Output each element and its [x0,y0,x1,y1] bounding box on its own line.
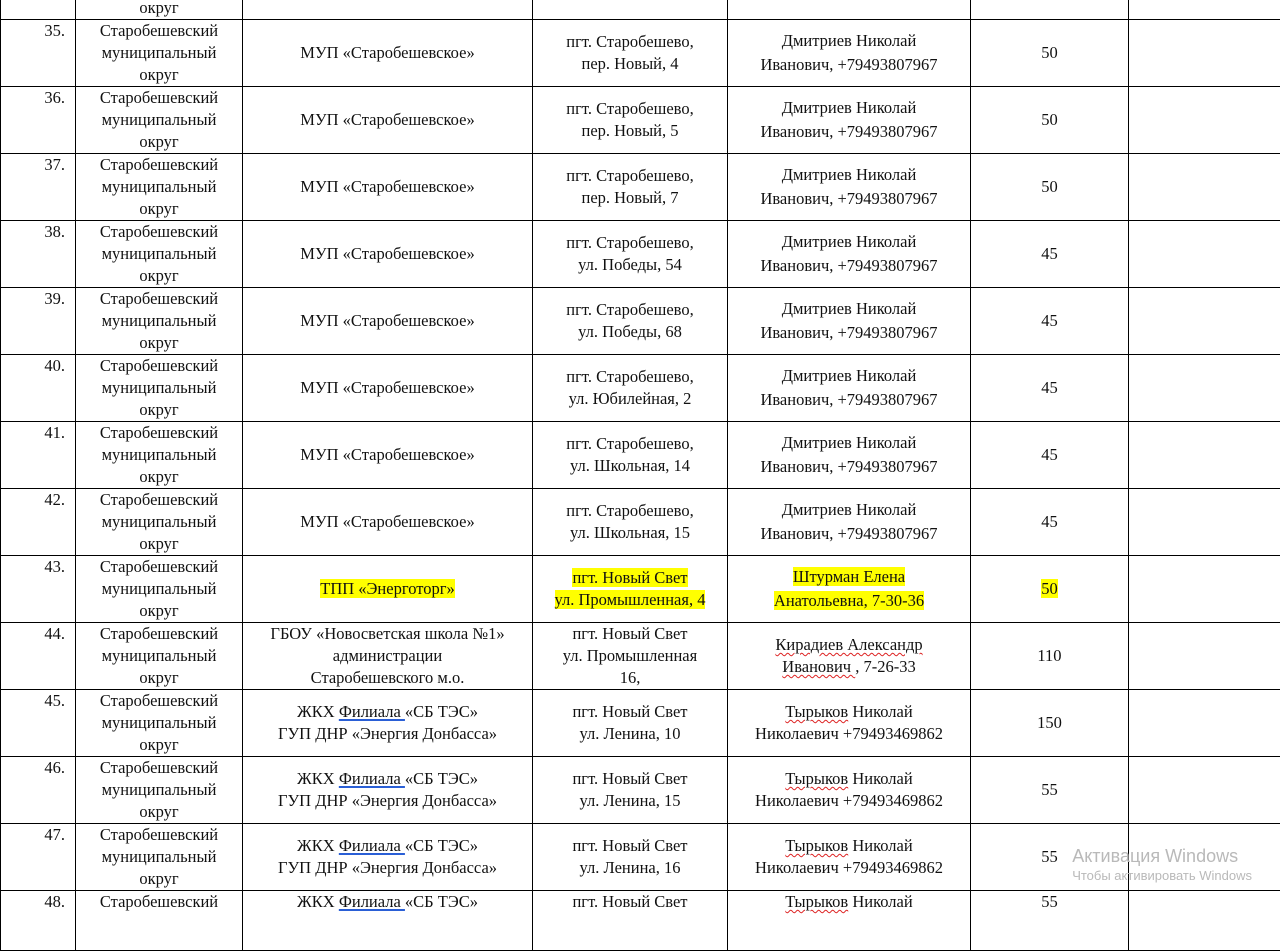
table-row [1,355,1280,422]
address-cell: пгт. Старобешево, ул. Школьная, 15 [533,489,728,556]
row-number: 35. [1,20,76,87]
contact-cell: Дмитриев Николай Иванович, +79493807967 [728,154,971,221]
capacity-cell: 45 [971,489,1129,556]
table-row [1,623,1280,690]
district-cell: Старобешевский муниципальный округ [76,288,243,355]
address-cell: пгт. Старобешево, пер. Новый, 4 [533,20,728,87]
district-cell: Старобешевский муниципальный округ [76,221,243,288]
row-number: 40. [1,355,76,422]
organization-cell: МУП «Старобешевское» [243,221,533,288]
note-cell [1129,556,1280,623]
note-cell [1129,623,1280,690]
contact-cell: Тырыков Николай Николаевич +79493469862 [728,690,971,757]
organization-cell: ЖКХ Филиала «СБ ТЭС» ГУП ДНР «Энергия Донбасса» [243,757,533,824]
table-row [1,690,1280,757]
district-cell: Старобешевский муниципальный округ [76,824,243,891]
capacity-cell: 110 [971,623,1129,690]
row-number: 45. [1,690,76,757]
watermark-title: Активация Windows [1072,845,1252,867]
address-cell: пгт. Новый Свет ул. Промышленная, 4 [533,556,728,623]
row-number: 42. [1,489,76,556]
table-row [1,87,1280,154]
capacity-cell: 45 [971,355,1129,422]
address-cell: пгт. Старобешево, пер. Новый, 7 [533,154,728,221]
contact-cell: Дмитриев Николай Иванович, +79493807967 [728,489,971,556]
table-row [1,489,1280,556]
note-cell [1129,154,1280,221]
district-cell: Старобешевский муниципальный округ [76,556,243,623]
district-cell: Старобешевский муниципальный округ [76,20,243,87]
organization-cell: МУП «Старобешевское» [243,422,533,489]
table-row [1,0,1280,20]
table-row [1,221,1280,288]
district-cell: Старобешевский муниципальный округ [76,690,243,757]
contact-cell: Тырыков Николай Николаевич +79493469862 [728,757,971,824]
row-number: 47. [1,824,76,891]
note-cell [1129,221,1280,288]
district-cell: Старобешевский муниципальный округ [76,489,243,556]
capacity-cell: 45 [971,221,1129,288]
address-cell: пгт. Старобешево, пер. Новый, 5 [533,87,728,154]
contact-cell: Дмитриев Николай Иванович, +79493807967 [728,20,971,87]
organization-cell: МУП «Старобешевское» [243,288,533,355]
organization-cell: МУП «Старобешевское» [243,489,533,556]
row-number: 38. [1,221,76,288]
address-cell: пгт. Новый Свет ул. Ленина, 16 [533,824,728,891]
district-cell: Старобешевский муниципальный округ [76,87,243,154]
row-number: 48. [1,891,76,951]
contact-cell: Тырыков Николай [728,891,971,951]
contact-cell: Штурман Елена Анатольевна, 7-30-36 [728,556,971,623]
district-cell: Старобешевский муниципальный округ [76,623,243,690]
capacity-cell: 150 [971,690,1129,757]
district-cell: Старобешевский муниципальный округ [76,355,243,422]
capacity-cell: 55 [971,824,1129,891]
address-cell: пгт. Старобешево, ул. Победы, 68 [533,288,728,355]
address-cell: пгт. Новый Свет ул. Ленина, 15 [533,757,728,824]
table-row [1,757,1280,824]
row-number: 36. [1,87,76,154]
organization-cell: ТПП «Энерготорг» [243,556,533,623]
capacity-cell: 55 [971,757,1129,824]
note-cell [1129,288,1280,355]
note-cell [1129,757,1280,824]
row-number: 43. [1,556,76,623]
contact-cell: Дмитриев Николай Иванович, +79493807967 [728,87,971,154]
organization-cell: ЖКХ Филиала «СБ ТЭС» ГУП ДНР «Энергия Донбасса» [243,690,533,757]
table-row [1,288,1280,355]
contact-cell: Дмитриев Николай Иванович, +79493807967 [728,422,971,489]
organization-cell: ЖКХ Филиала «СБ ТЭС» [243,891,533,951]
organization-cell: ГБОУ «Новосветская школа №1» администрации Старобешевского м.о. [243,623,533,690]
table-row [1,154,1280,221]
capacity-cell: 45 [971,288,1129,355]
contact-cell: Кирадиев Александр Иванович , 7-26-33 [728,623,971,690]
table-row [1,422,1280,489]
organization-cell: МУП «Старобешевское» [243,355,533,422]
note-cell [1129,489,1280,556]
organization-cell: МУП «Старобешевское» [243,87,533,154]
row-number: 46. [1,757,76,824]
address-cell: пгт. Новый Свет ул. Ленина, 10 [533,690,728,757]
address-cell: пгт. Новый Свет ул. Промышленная 16, [533,623,728,690]
capacity-cell: 50 [971,87,1129,154]
capacity-cell: 50 [971,556,1129,623]
address-cell: пгт. Старобешево, ул. Победы, 54 [533,221,728,288]
district-cell: округ [76,0,243,20]
windows-activation-watermark [1072,845,1252,885]
watermark-subtitle: Чтобы активировать Windows [1072,867,1252,885]
organization-cell: ЖКХ Филиала «СБ ТЭС» ГУП ДНР «Энергия Донбасса» [243,824,533,891]
district-cell: Старобешевский муниципальный округ [76,154,243,221]
organization-cell: МУП «Старобешевское» [243,154,533,221]
row-number: 44. [1,623,76,690]
capacity-cell: 50 [971,20,1129,87]
district-cell: Старобешевский муниципальный округ [76,422,243,489]
note-cell [1129,355,1280,422]
capacity-cell: 45 [971,422,1129,489]
contact-cell: Дмитриев Николай Иванович, +79493807967 [728,355,971,422]
note-cell [1129,690,1280,757]
address-cell: пгт. Новый Свет [533,891,728,951]
capacity-cell: 55 [971,891,1129,951]
capacity-cell: 50 [971,154,1129,221]
contact-cell: Тырыков Николай Николаевич +79493469862 [728,824,971,891]
contact-cell: Дмитриев Николай Иванович, +79493807967 [728,288,971,355]
row-number: 41. [1,422,76,489]
note-cell [1129,422,1280,489]
note-cell [1129,20,1280,87]
address-cell: пгт. Старобешево, ул. Юбилейная, 2 [533,355,728,422]
note-cell [1129,87,1280,154]
address-cell: пгт. Старобешево, ул. Школьная, 14 [533,422,728,489]
row-number: 37. [1,154,76,221]
table-row [1,20,1280,87]
district-cell: Старобешевский [76,891,243,951]
district-cell: Старобешевский муниципальный округ [76,757,243,824]
row-number: 39. [1,288,76,355]
table-row [1,556,1280,623]
contact-cell: Дмитриев Николай Иванович, +79493807967 [728,221,971,288]
organization-cell: МУП «Старобешевское» [243,20,533,87]
